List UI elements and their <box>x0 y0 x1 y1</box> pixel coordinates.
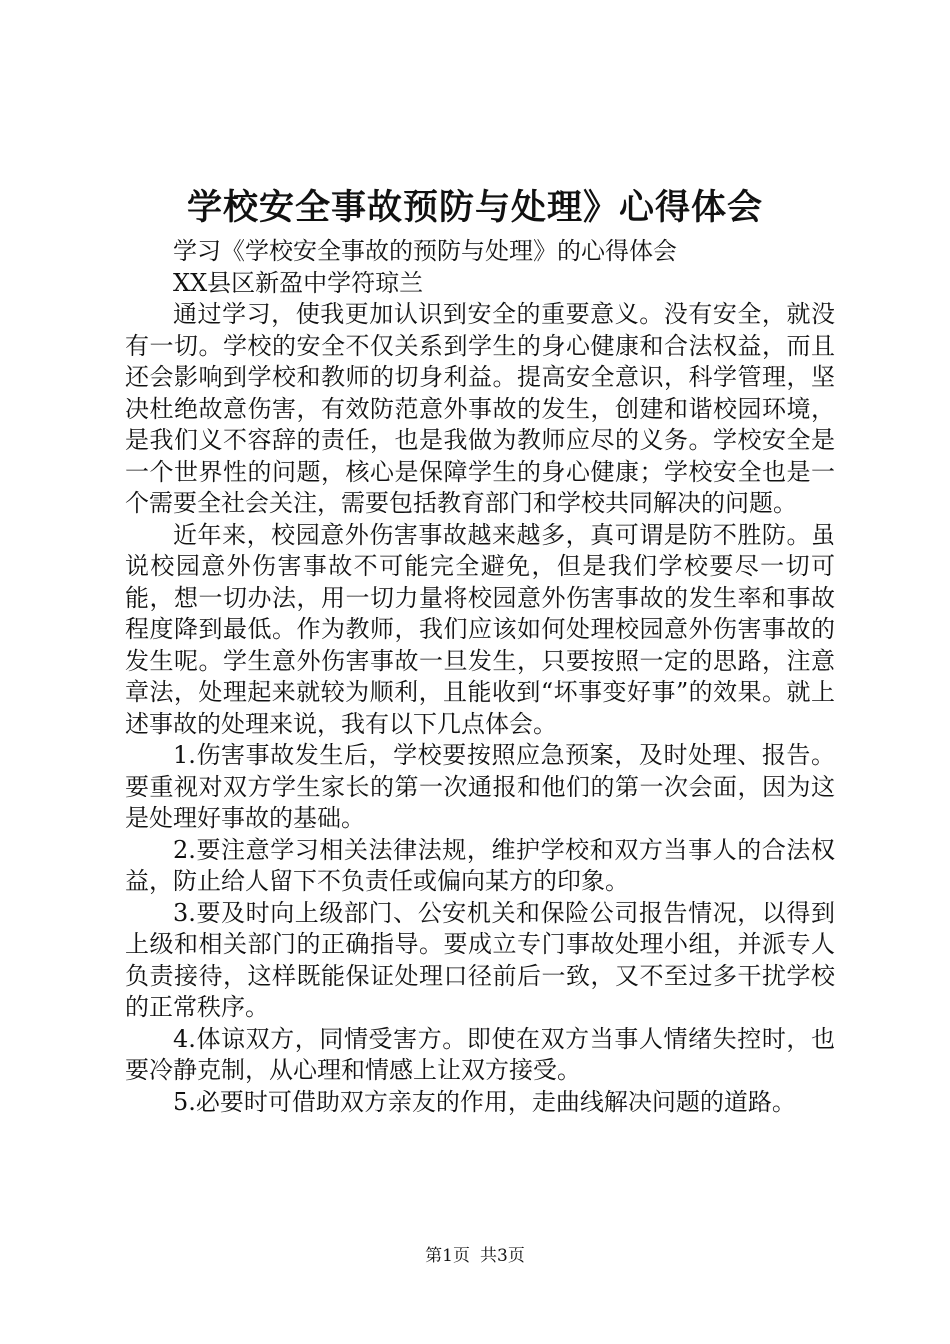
paragraph: 4.体谅双方，同情受害方。即使在双方当事人情绪失控时，也要冷静克制，从心理和情感上让双方接受。 <box>125 1024 835 1084</box>
paragraph: 通过学习，使我更加认识到安全的重要意义。没有安全，就没有一切。学校的安全不仅关系到学生的身心健康和合法权益，而且还会影响到学校和教师的切身利益。提高安全意识，科学管理，坚决杜绝故意伤害，有效防范意外事故的发生，创建和谐校园环境，是我们义不容辞的责任，也是我做为教师应尽的义务。学校安全是一个世界性的问题，核心是保障学生的身心健康；学校安全也是一个需要全社会关注，需要包括教育部门和学校共同解决的问题。 <box>125 300 835 517</box>
subtitle-line: 学习《学校安全事故的预防与处理》的心得体会 <box>173 237 677 265</box>
paragraph: 3.要及时向上级部门、公安机关和保险公司报告情况，以得到上级和相关部门的正确指导。要成立专门事故处理小组，并派专人负责接待，这样既能保证处理口径前后一致，又不至过多干扰学校的正常秩序。 <box>125 898 835 1021</box>
document-title: 学校安全事故预防与处理》心得体会 <box>186 187 763 228</box>
author-line: XX县区新盈中学符琼兰 <box>173 268 424 297</box>
page-total: 共3页 <box>480 1246 525 1266</box>
paragraph: 2.要注意学习相关法律法规，维护学校和双方当事人的合法权益，防止给人留下不负责任或偏向某方的印象。 <box>125 835 835 895</box>
document-body <box>125 236 835 1118</box>
paragraph: 5.必要时可借助双方亲友的作用，走曲线解决问题的道路。 <box>173 1087 796 1116</box>
paragraph: 1.伤害事故发生后，学校要按照应急预案，及时处理、报告。要重视对双方学生家长的第一次通报和他们的第一次会面，因为这是处理好事故的基础。 <box>125 741 835 832</box>
paragraph: 近年来，校园意外伤害事故越来越多，真可谓是防不胜防。虽说校园意外伤害事故不可能完全避免，但是我们学校要尽一切可能，想一切办法，用一切力量将校园意外伤害事故的发生率和事故程度降到最低。作为教师，我们应该如何处理校园意外伤害事故的发生呢。学生意外伤害事故一旦发生，只要按照一定的思路，注意章法，处理起来就较为顺利，且能收到“坏事变好事”的效果。就上述事故的处理来说，我有以下几点体会。 <box>125 520 835 738</box>
page-number: 第1页 <box>425 1246 470 1266</box>
page-footer <box>0 1244 950 1268</box>
